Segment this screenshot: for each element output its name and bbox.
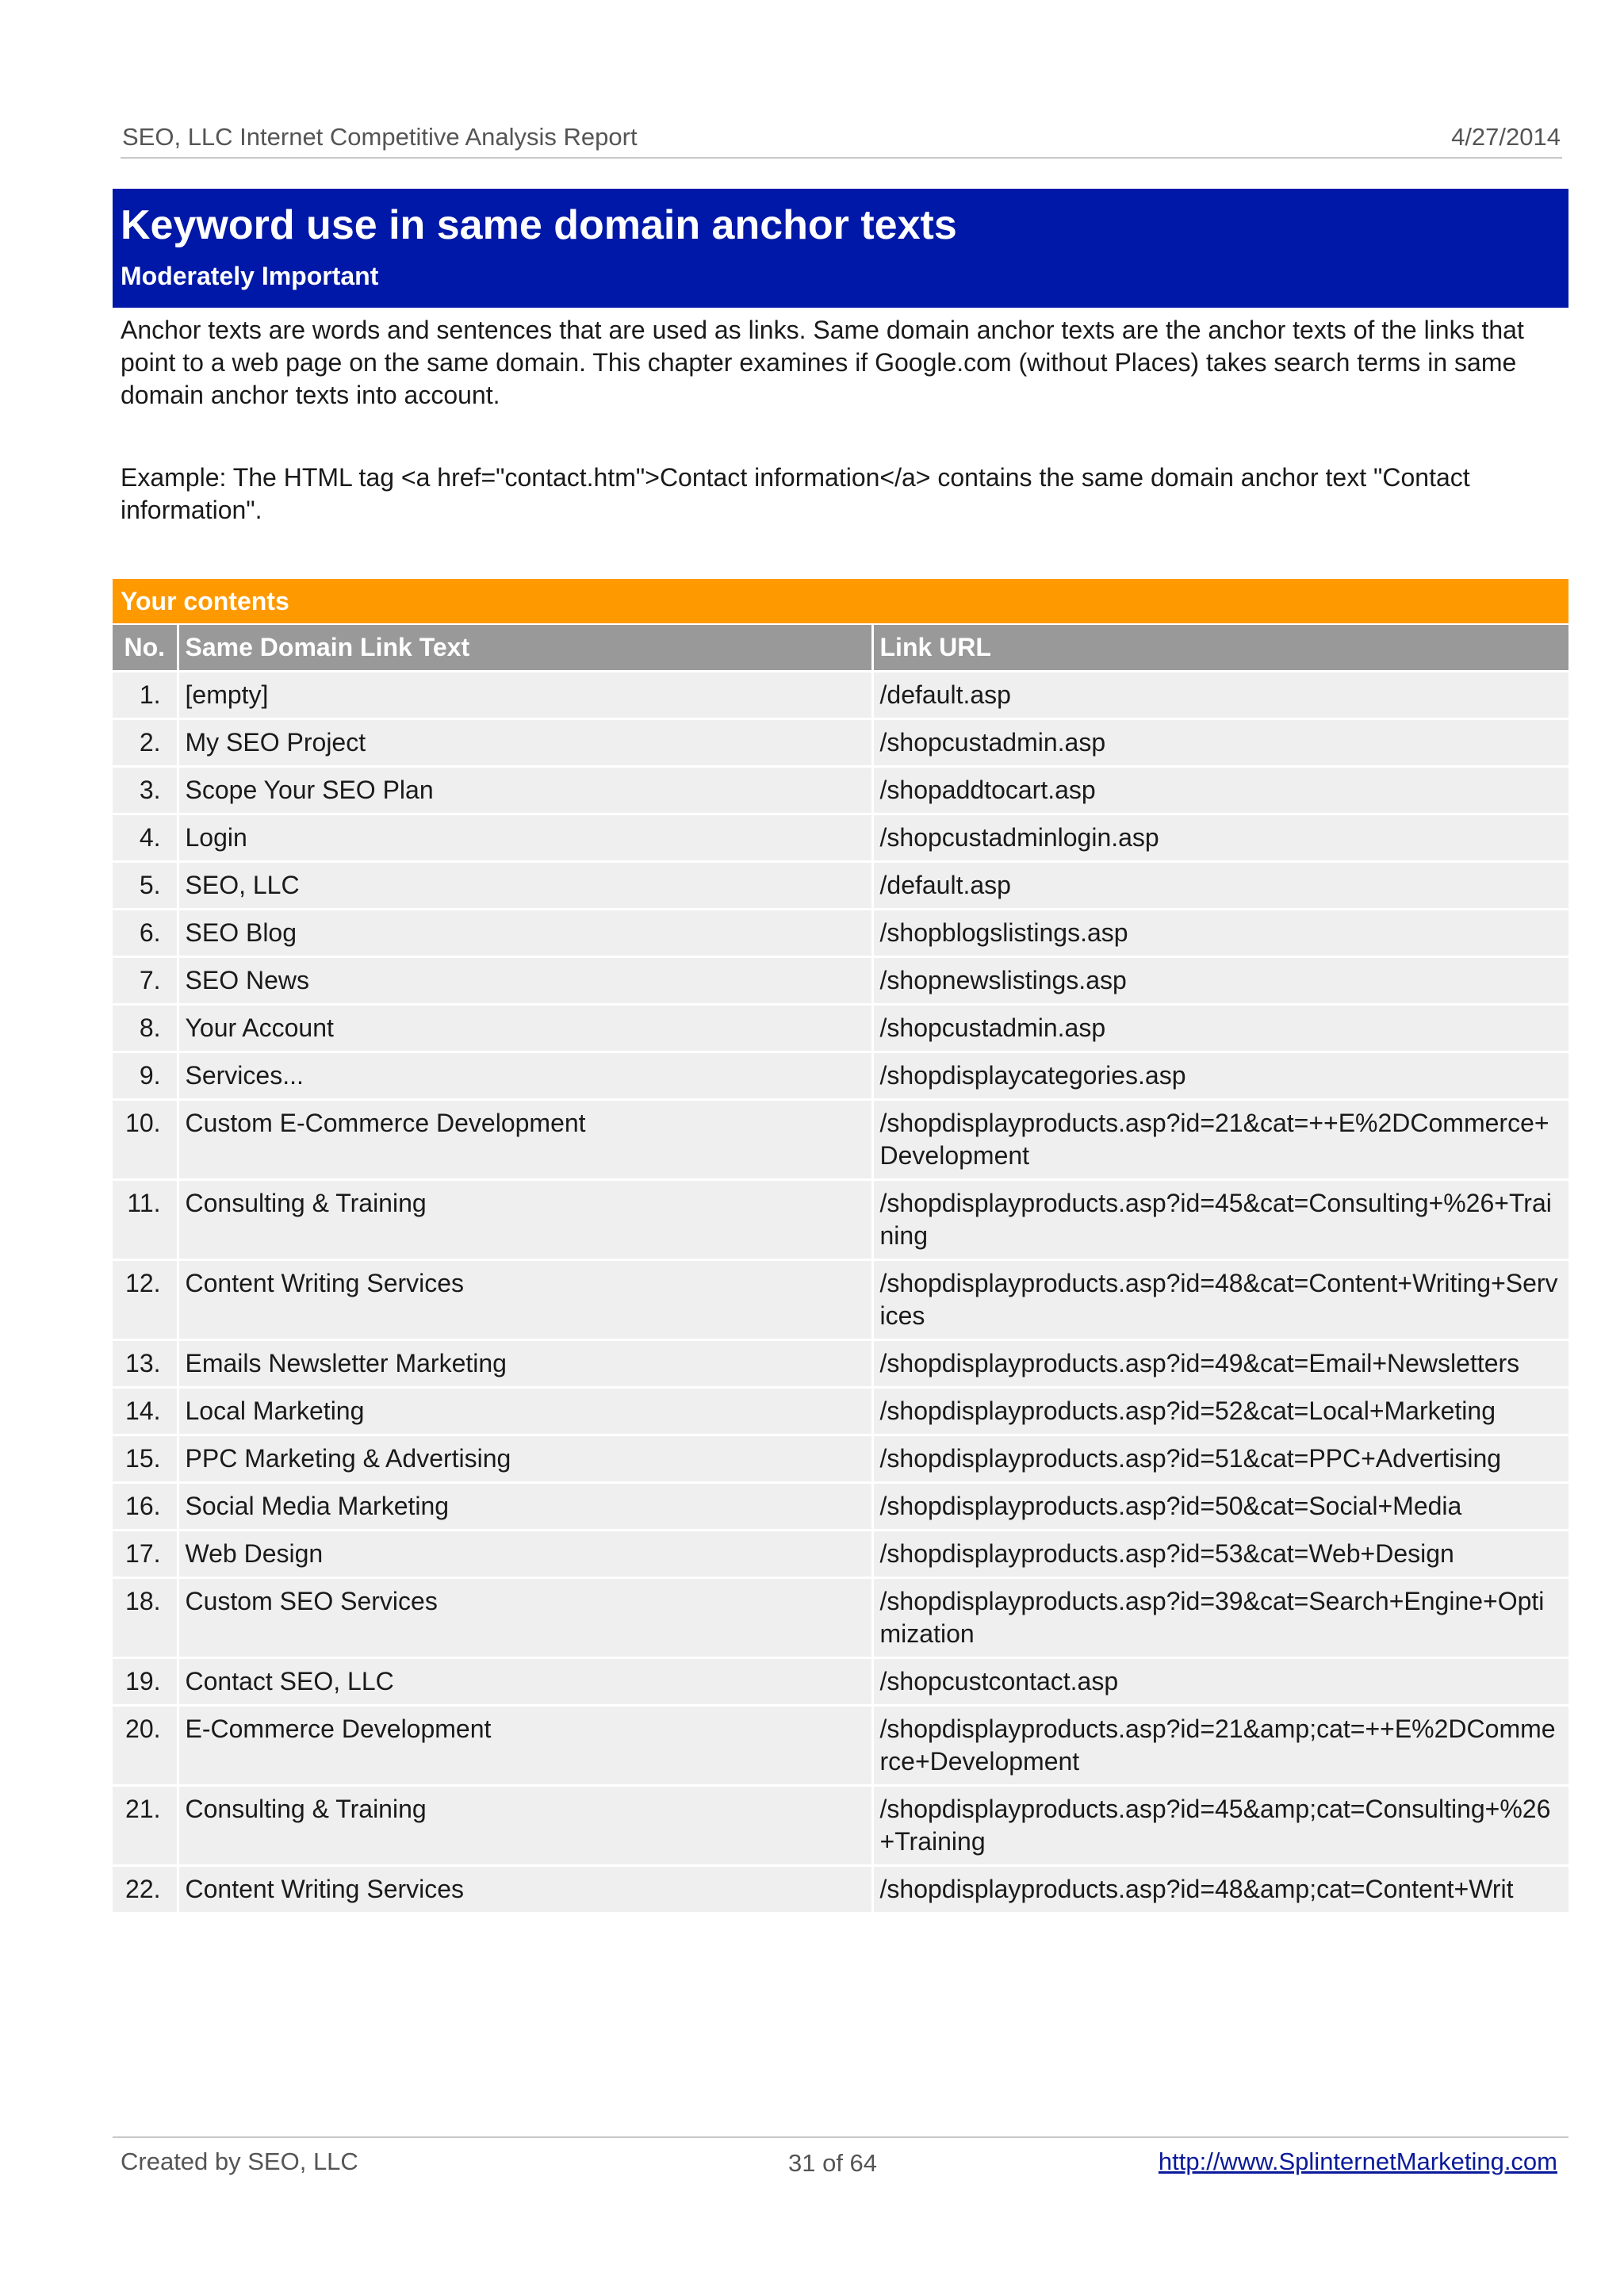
link-text-cell: Content Writing Services <box>178 1865 872 1912</box>
link-url-cell: /shopcustcontact.asp <box>872 1657 1568 1705</box>
table-row <box>113 1339 1568 1387</box>
link-url-cell: /shopdisplayproducts.asp?id=45&cat=Consulting+%26+Training <box>872 1179 1568 1259</box>
link-url-cell: /default.asp <box>872 671 1568 718</box>
column-header-link-text: Same Domain Link Text <box>178 625 872 671</box>
link-url-cell: /shopcustadmin.asp <box>872 718 1568 766</box>
link-url-cell: /shopcustadmin.asp <box>872 1004 1568 1052</box>
link-text-cell: Contact SEO, LLC <box>178 1657 872 1705</box>
table-row <box>113 814 1568 861</box>
row-number: 5. <box>113 861 178 909</box>
table-row <box>113 861 1568 909</box>
link-text-cell: Web Design <box>178 1530 872 1577</box>
table-row <box>113 766 1568 814</box>
link-url-cell: /shopdisplayproducts.asp?id=21&cat=++E%2DCommerce+Development <box>872 1099 1568 1179</box>
section-banner <box>113 189 1568 308</box>
link-url-cell: /shopdisplayproducts.asp?id=52&cat=Local+Marketing <box>872 1387 1568 1435</box>
row-number: 22. <box>113 1865 178 1912</box>
link-text-cell: Social Media Marketing <box>178 1482 872 1530</box>
row-number: 9. <box>113 1052 178 1099</box>
table-row <box>113 1785 1568 1865</box>
link-text-cell: Consulting & Training <box>178 1785 872 1865</box>
link-url-cell: /shopdisplayproducts.asp?id=21&amp;cat=++E%2DCommerce+Development <box>872 1705 1568 1785</box>
link-text-cell: Services... <box>178 1052 872 1099</box>
row-number: 2. <box>113 718 178 766</box>
table-row <box>113 718 1568 766</box>
row-number: 12. <box>113 1259 178 1339</box>
row-number: 20. <box>113 1705 178 1785</box>
importance-label: Moderately Important <box>121 262 379 290</box>
link-url-cell: /shopaddtocart.asp <box>872 766 1568 814</box>
row-number: 19. <box>113 1657 178 1705</box>
table-row <box>113 1435 1568 1482</box>
report-title: SEO, LLC Internet Competitive Analysis Report <box>122 123 638 151</box>
link-text-cell: PPC Marketing & Advertising <box>178 1435 872 1482</box>
link-url-cell: /shopdisplayproducts.asp?id=39&cat=Search+Engine+Optimization <box>872 1577 1568 1657</box>
your-contents-bar: Your contents <box>113 579 1568 623</box>
column-header-link-url: Link URL <box>872 625 1568 671</box>
description-paragraph: Anchor texts are words and sentences that are used as links. Same domain anchor texts are the anchor texts of the links that point to a web page on the same domain. This chapter examines if Google.com (without Places) takes search terms in same domain anchor texts into account. <box>121 316 1524 409</box>
link-text-cell: [empty] <box>178 671 872 718</box>
row-number: 6. <box>113 909 178 956</box>
table-row <box>113 1099 1568 1179</box>
link-text-cell: SEO News <box>178 956 872 1004</box>
row-number: 16. <box>113 1482 178 1530</box>
table-row <box>113 1705 1568 1785</box>
link-text-cell: Login <box>178 814 872 861</box>
link-url-cell: /shopnewslistings.asp <box>872 956 1568 1004</box>
table-row <box>113 1865 1568 1912</box>
row-number: 15. <box>113 1435 178 1482</box>
page-header <box>121 117 1562 159</box>
row-number: 11. <box>113 1179 178 1259</box>
table-row <box>113 671 1568 718</box>
table-row <box>113 1052 1568 1099</box>
table-row <box>113 1482 1568 1530</box>
page-footer <box>113 2136 1568 2176</box>
table-row <box>113 1259 1568 1339</box>
link-url-cell: /shopcustadminlogin.asp <box>872 814 1568 861</box>
link-text-cell: Local Marketing <box>178 1387 872 1435</box>
anchor-links-table <box>113 625 1568 1912</box>
link-text-cell: Content Writing Services <box>178 1259 872 1339</box>
link-text-cell: Emails Newsletter Marketing <box>178 1339 872 1387</box>
link-url-cell: /shopdisplayproducts.asp?id=48&cat=Content+Writing+Services <box>872 1259 1568 1339</box>
row-number: 10. <box>113 1099 178 1179</box>
link-url-cell: /shopdisplayproducts.asp?id=49&cat=Email+Newsletters <box>872 1339 1568 1387</box>
link-text-cell: SEO Blog <box>178 909 872 956</box>
row-number: 8. <box>113 1004 178 1052</box>
link-url-cell: /shopdisplaycategories.asp <box>872 1052 1568 1099</box>
link-url-cell: /shopdisplayproducts.asp?id=50&cat=Social+Media <box>872 1482 1568 1530</box>
link-text-cell: E-Commerce Development <box>178 1705 872 1785</box>
link-url-cell: /shopdisplayproducts.asp?id=48&amp;cat=Content+Writ <box>872 1865 1568 1912</box>
row-number: 18. <box>113 1577 178 1657</box>
table-row <box>113 1004 1568 1052</box>
link-text-cell: My SEO Project <box>178 718 872 766</box>
row-number: 13. <box>113 1339 178 1387</box>
example-paragraph: Example: The HTML tag <a href="contact.htm">Contact information</a> contains the same domain anchor text "Contact information". <box>121 463 1470 524</box>
link-url-cell: /default.asp <box>872 861 1568 909</box>
row-number: 1. <box>113 671 178 718</box>
link-text-cell: Custom E-Commerce Development <box>178 1099 872 1179</box>
website-link[interactable]: http://www.SplinternetMarketing.com <box>1158 2147 1557 2175</box>
column-header-no: No. <box>113 625 178 671</box>
created-by: Created by SEO, LLC <box>121 2147 358 2175</box>
table-row <box>113 956 1568 1004</box>
table-row <box>113 1657 1568 1705</box>
link-url-cell: /shopdisplayproducts.asp?id=45&amp;cat=Consulting+%26+Training <box>872 1785 1568 1865</box>
link-text-cell: Your Account <box>178 1004 872 1052</box>
report-date: 4/27/2014 <box>1451 123 1561 151</box>
link-text-cell: Scope Your SEO Plan <box>178 766 872 814</box>
table-row <box>113 1387 1568 1435</box>
row-number: 3. <box>113 766 178 814</box>
link-url-cell: /shopblogslistings.asp <box>872 909 1568 956</box>
row-number: 14. <box>113 1387 178 1435</box>
table-row <box>113 909 1568 956</box>
row-number: 4. <box>113 814 178 861</box>
table-body <box>113 671 1568 1912</box>
link-text-cell: Custom SEO Services <box>178 1577 872 1657</box>
row-number: 7. <box>113 956 178 1004</box>
table-row <box>113 1577 1568 1657</box>
table-header-row <box>113 625 1568 671</box>
row-number: 17. <box>113 1530 178 1577</box>
link-url-cell: /shopdisplayproducts.asp?id=53&cat=Web+Design <box>872 1530 1568 1577</box>
link-url-cell: /shopdisplayproducts.asp?id=51&cat=PPC+Advertising <box>872 1435 1568 1482</box>
page-number: 31 of 64 <box>788 2149 878 2177</box>
section-title: Keyword use in same domain anchor texts <box>121 202 957 248</box>
table-row <box>113 1179 1568 1259</box>
table-row <box>113 1530 1568 1577</box>
link-text-cell: SEO, LLC <box>178 861 872 909</box>
section-description <box>121 314 1556 527</box>
link-text-cell: Consulting & Training <box>178 1179 872 1259</box>
row-number: 21. <box>113 1785 178 1865</box>
